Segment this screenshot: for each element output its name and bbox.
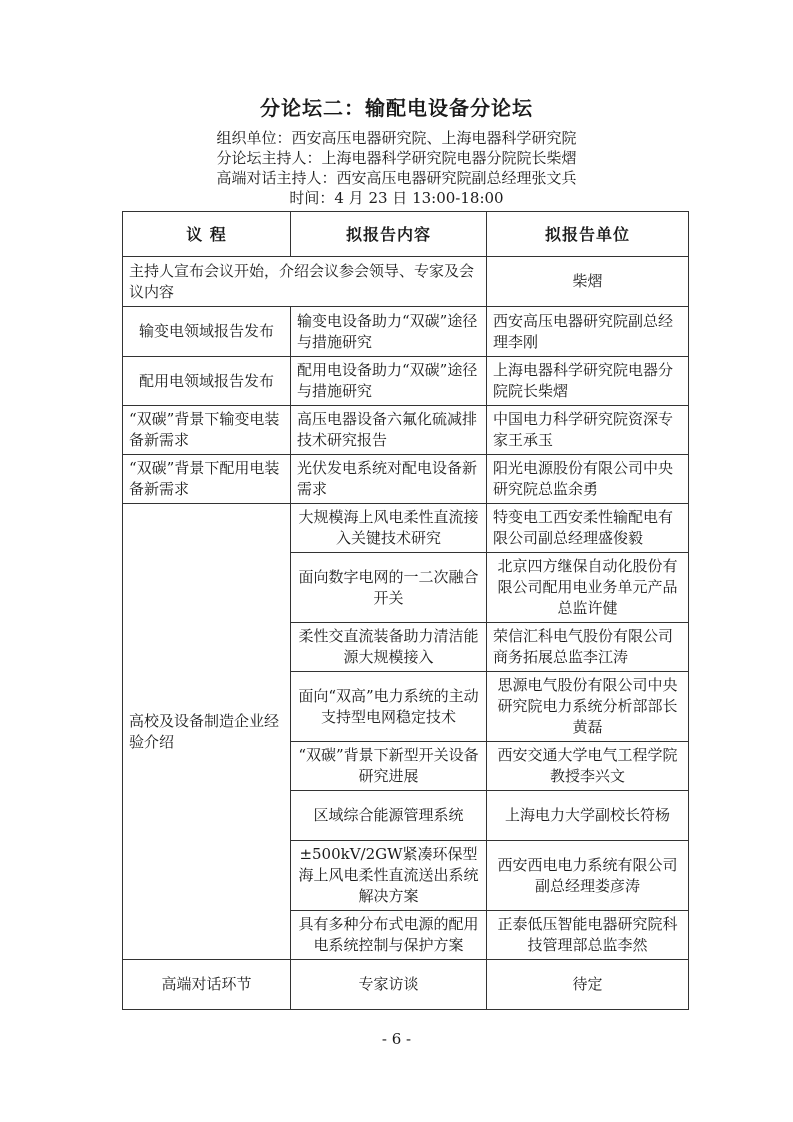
opening-agenda: 主持人宣布会议开始，介绍会议参会领导、专家及会议内容 bbox=[123, 257, 487, 307]
content-cell: 柔性交直流装备助力清洁能源大规模接入 bbox=[291, 623, 487, 672]
table-row bbox=[123, 307, 689, 357]
content-cell: ±500kV/2GW紧凑环保型海上风电柔性直流送出系统解决方案 bbox=[291, 841, 487, 911]
dialogue-agenda: 高端对话环节 bbox=[123, 960, 291, 1010]
table-row bbox=[123, 257, 689, 307]
unit-cell: 正泰低压智能电器研究院科技管理部总监李然 bbox=[487, 911, 689, 960]
unit-cell: 思源电气股份有限公司中央研究院电力系统分析部部长黄磊 bbox=[487, 672, 689, 742]
unit-cell: 阳光电源股份有限公司中央研究院总监余勇 bbox=[487, 455, 689, 504]
dialogue-host-line: 高端对话主持人：西安高压电器研究院副总经理张文兵 bbox=[216, 169, 577, 187]
content-cell: 配用电设备助力“双碳”途径与措施研究 bbox=[291, 357, 487, 406]
content-cell: 面向“双高”电力系统的主动支持型电网稳定技术 bbox=[291, 672, 487, 742]
content-cell: 光伏发电系统对配电设备新需求 bbox=[291, 455, 487, 504]
unit-cell: 西安高压电器研究院副总经理李刚 bbox=[487, 307, 689, 357]
table-row bbox=[123, 357, 689, 406]
table-row bbox=[123, 960, 689, 1010]
dialogue-unit: 待定 bbox=[487, 960, 689, 1010]
content-cell: 具有多种分布式电源的配用电系统控制与保护方案 bbox=[291, 911, 487, 960]
table-row bbox=[123, 455, 689, 504]
opening-unit: 柴熠 bbox=[487, 257, 689, 307]
content-cell: 大规模海上风电柔性直流接入关键技术研究 bbox=[291, 504, 487, 553]
header-content: 拟报告内容 bbox=[291, 212, 487, 257]
dialogue-content: 专家访谈 bbox=[291, 960, 487, 1010]
agenda-cell: “双碳”背景下输变电装备新需求 bbox=[123, 406, 291, 455]
table-row bbox=[123, 504, 689, 553]
content-cell: 面向数字电网的一二次融合开关 bbox=[291, 553, 487, 623]
unit-cell: 中国电力科学研究院资深专家王承玉 bbox=[487, 406, 689, 455]
agenda-table bbox=[122, 211, 689, 1010]
agenda-cell: 输变电领域报告发布 bbox=[123, 307, 291, 357]
unit-cell: 西安西电电力系统有限公司副总经理娄彦涛 bbox=[487, 841, 689, 911]
page-number: - 6 - bbox=[381, 1030, 412, 1048]
agenda-cell: 配用电领域报告发布 bbox=[123, 357, 291, 406]
content-cell: 输变电设备助力“双碳”途径与措施研究 bbox=[291, 307, 487, 357]
unit-cell: 上海电器科学研究院电器分院院长柴熠 bbox=[487, 357, 689, 406]
content-cell: “双碳”背景下新型开关设备研究进展 bbox=[291, 742, 487, 791]
unit-cell: 北京四方继保自动化股份有限公司配用电业务单元产品总监许健 bbox=[487, 553, 689, 623]
time-line: 时间：4 月 23 日 13:00-18:00 bbox=[289, 189, 504, 207]
unit-cell: 西安交通大学电气工程学院教授李兴文 bbox=[487, 742, 689, 791]
agenda-cell: “双碳”背景下配用电装备新需求 bbox=[123, 455, 291, 504]
organizers-line: 组织单位：西安高压电器研究院、上海电器科学研究院 bbox=[216, 129, 577, 147]
content-cell: 区域综合能源管理系统 bbox=[291, 791, 487, 841]
experience-agenda-cell: 高校及设备制造企业经验介绍 bbox=[123, 504, 291, 960]
header-agenda: 议 程 bbox=[123, 212, 291, 257]
unit-cell: 上海电力大学副校长符杨 bbox=[487, 791, 689, 841]
unit-cell: 荣信汇科电气股份有限公司商务拓展总监李江涛 bbox=[487, 623, 689, 672]
host-line: 分论坛主持人：上海电器科学研究院电器分院院长柴熠 bbox=[216, 149, 577, 167]
forum-meta bbox=[0, 128, 793, 208]
table-row bbox=[123, 406, 689, 455]
page-title: 分论坛二：输配电设备分论坛 bbox=[260, 96, 533, 120]
unit-cell: 特变电工西安柔性输配电有限公司副总经理盛俊毅 bbox=[487, 504, 689, 553]
header-unit: 拟报告单位 bbox=[487, 212, 689, 257]
table-header-row bbox=[123, 212, 689, 257]
content-cell: 高压电器设备六氟化硫减排技术研究报告 bbox=[291, 406, 487, 455]
